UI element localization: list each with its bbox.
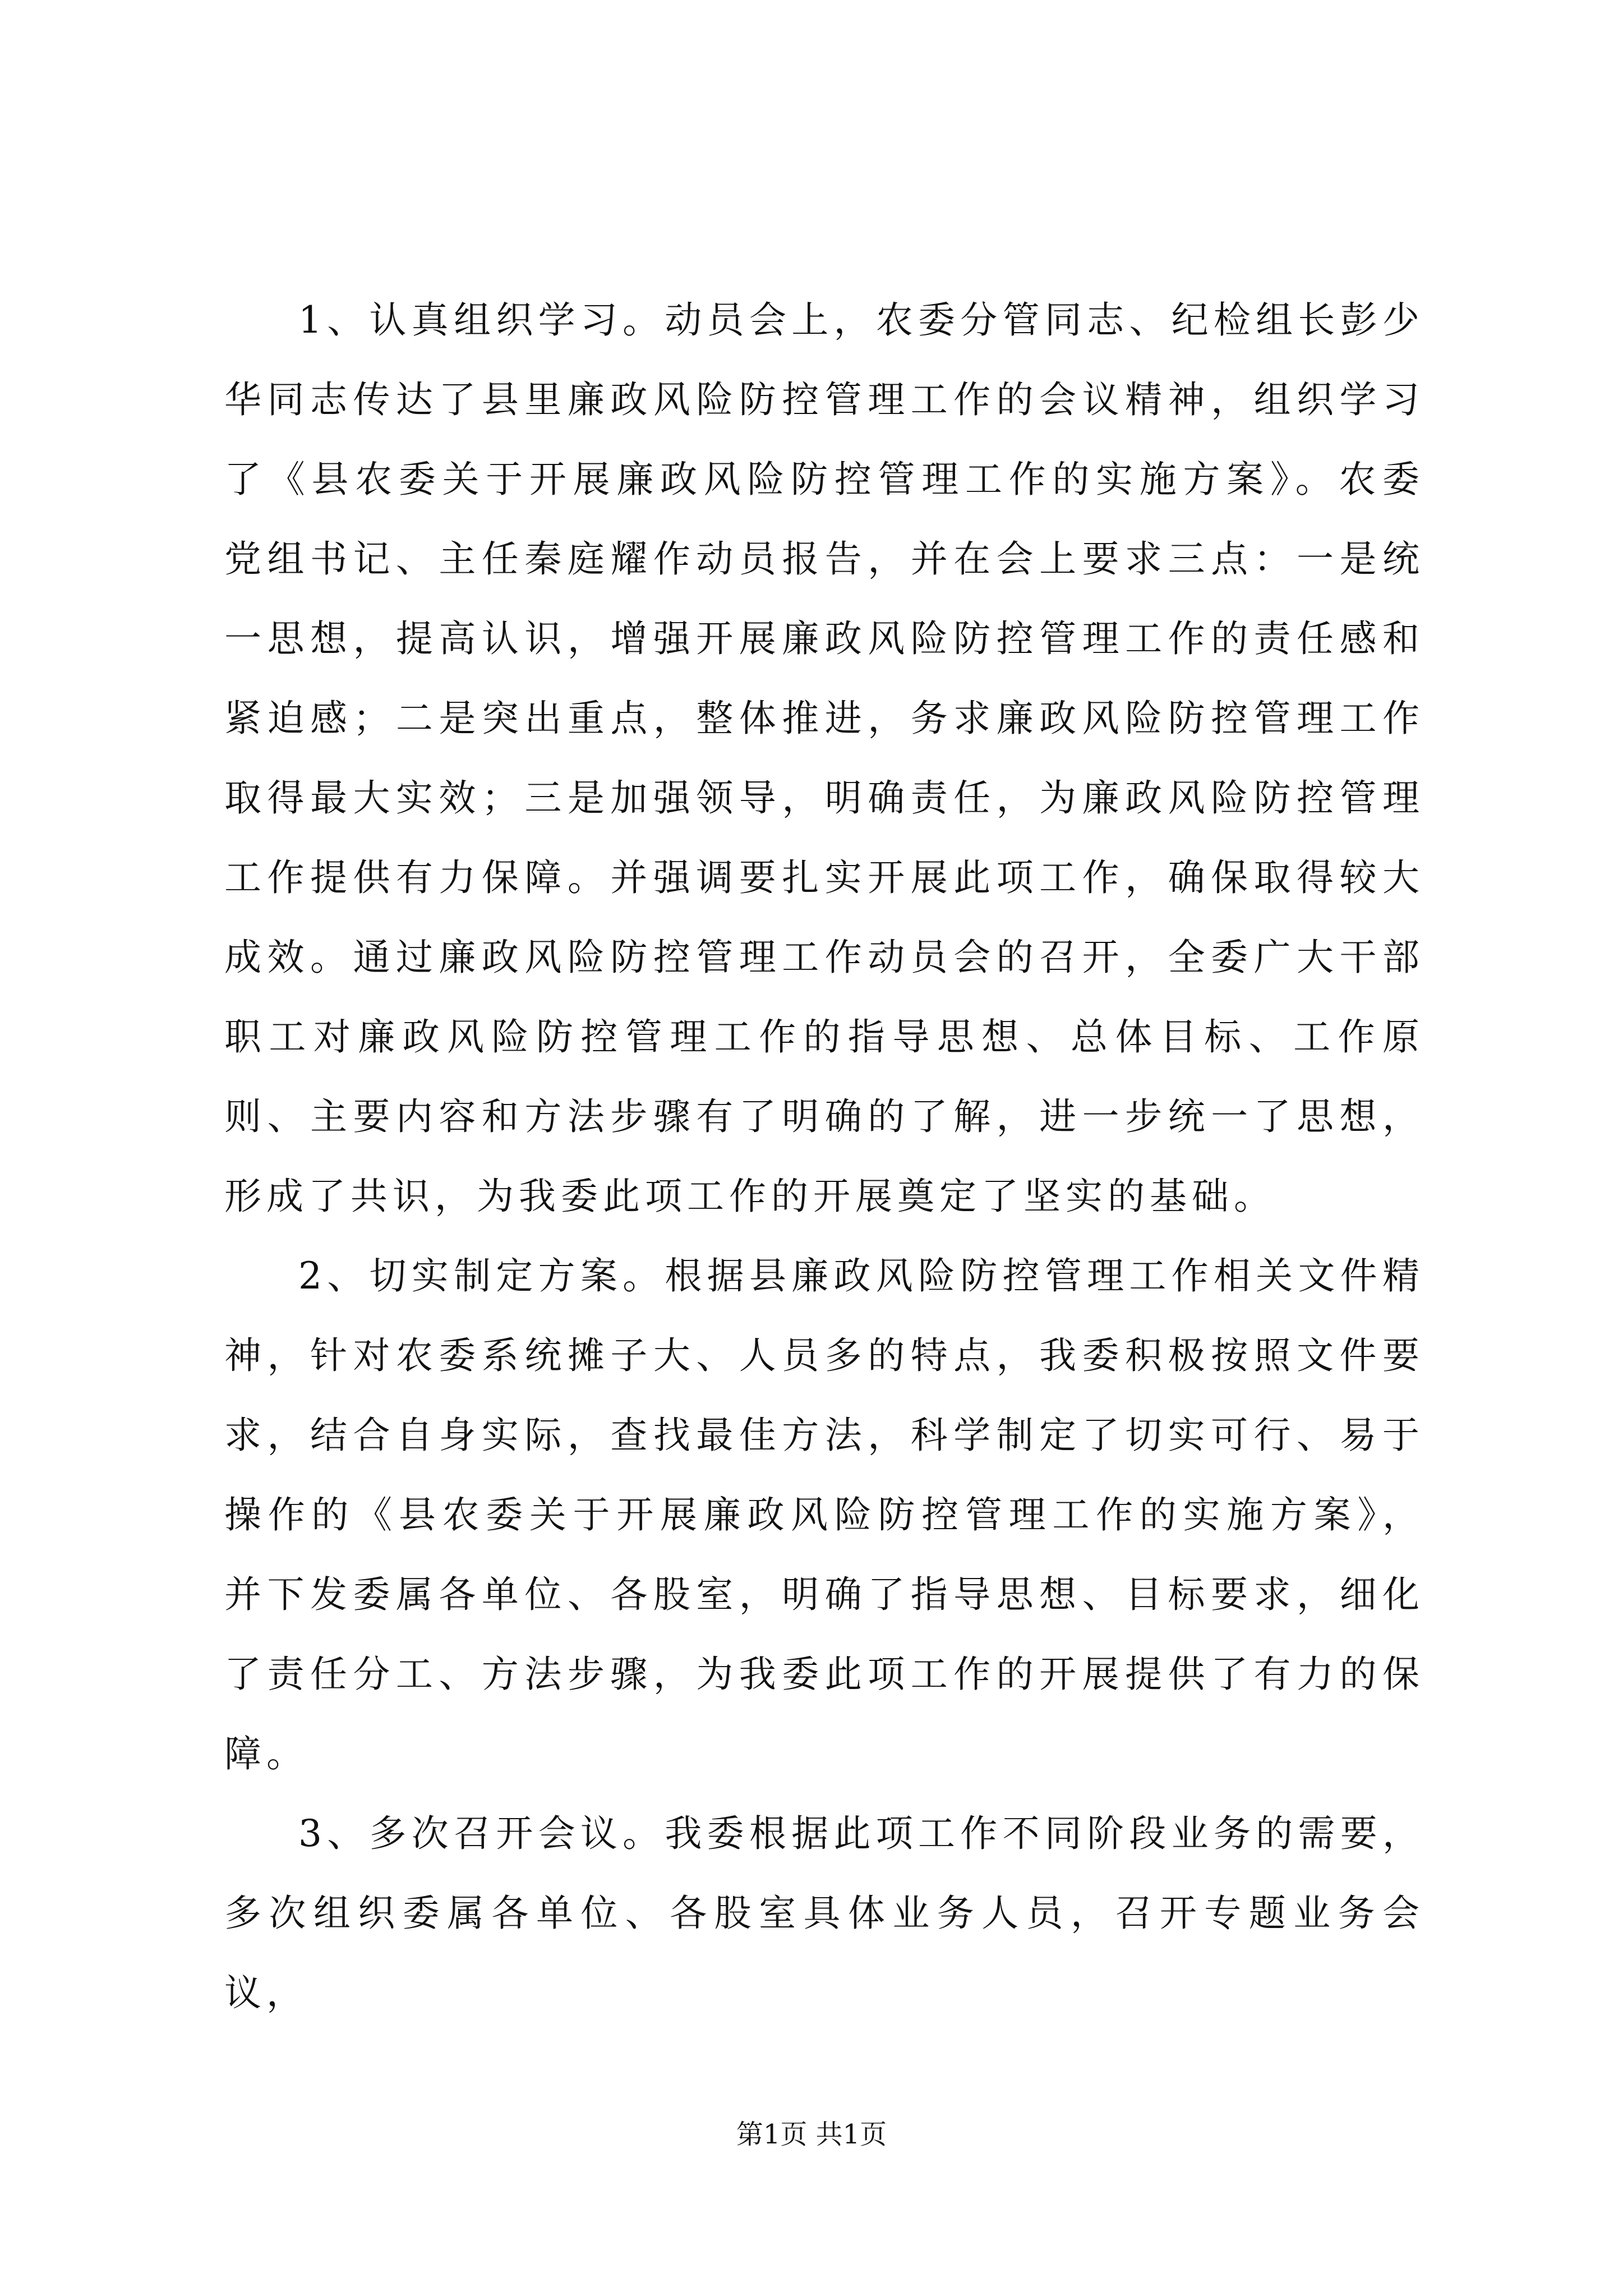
paragraph-3: 3、多次召开会议。我委根据此项工作不同阶段业务的需要，多次组织委属各单位、各股室具体业务人员，召开专题业务会议， bbox=[224, 1812, 1424, 2014]
paragraph-2: 2、切实制定方案。根据县廉政风险防控管理工作相关文件精神，针对农委系统摊子大、人员多的特点，我委积极按照文件要求，结合自身实际，查找最佳方法，科学制定了切实可行、易于操作的《县农委关于开展廉政风险防控管理工作的实施方案》，并下发委属各单位、各股室，明确了指导思想、目标要求，细化了责任分工、方法步骤，为我委此项工作的开展提供了有力的保障。 bbox=[224, 1254, 1424, 1775]
page-footer: 第1页 共1页 bbox=[736, 2119, 887, 2150]
paragraph-1: 1、认真组织学习。动员会上，农委分管同志、纪检组长彭少华同志传达了县里廉政风险防控管理工作的会议精神，组织学习了《县农委关于开展廉政风险防控管理工作的实施方案》。农委党组书记、主任秦庭耀作动员报告，并在会上要求三点：一是统一思想，提高认识，增强开展廉政风险防控管理工作的责任感和紧迫感；二是突出重点，整体推进，务求廉政风险防控管理工作取得最大实效；三是加强领导，明确责任，为廉政风险防控管理工作提供有力保障。并强调要扎实开展此项工作，确保取得较大成效。通过廉政风险防控管理工作动员会的召开，全委广大干部职工对廉政风险防控管理工作的指导思想、总体目标、工作原则、主要内容和方法步骤有了明确的了解，进一步统一了思想，形成了共识，为我委此项工作的开展奠定了坚实的基础。 bbox=[224, 298, 1424, 1218]
document-body bbox=[224, 280, 1424, 2033]
